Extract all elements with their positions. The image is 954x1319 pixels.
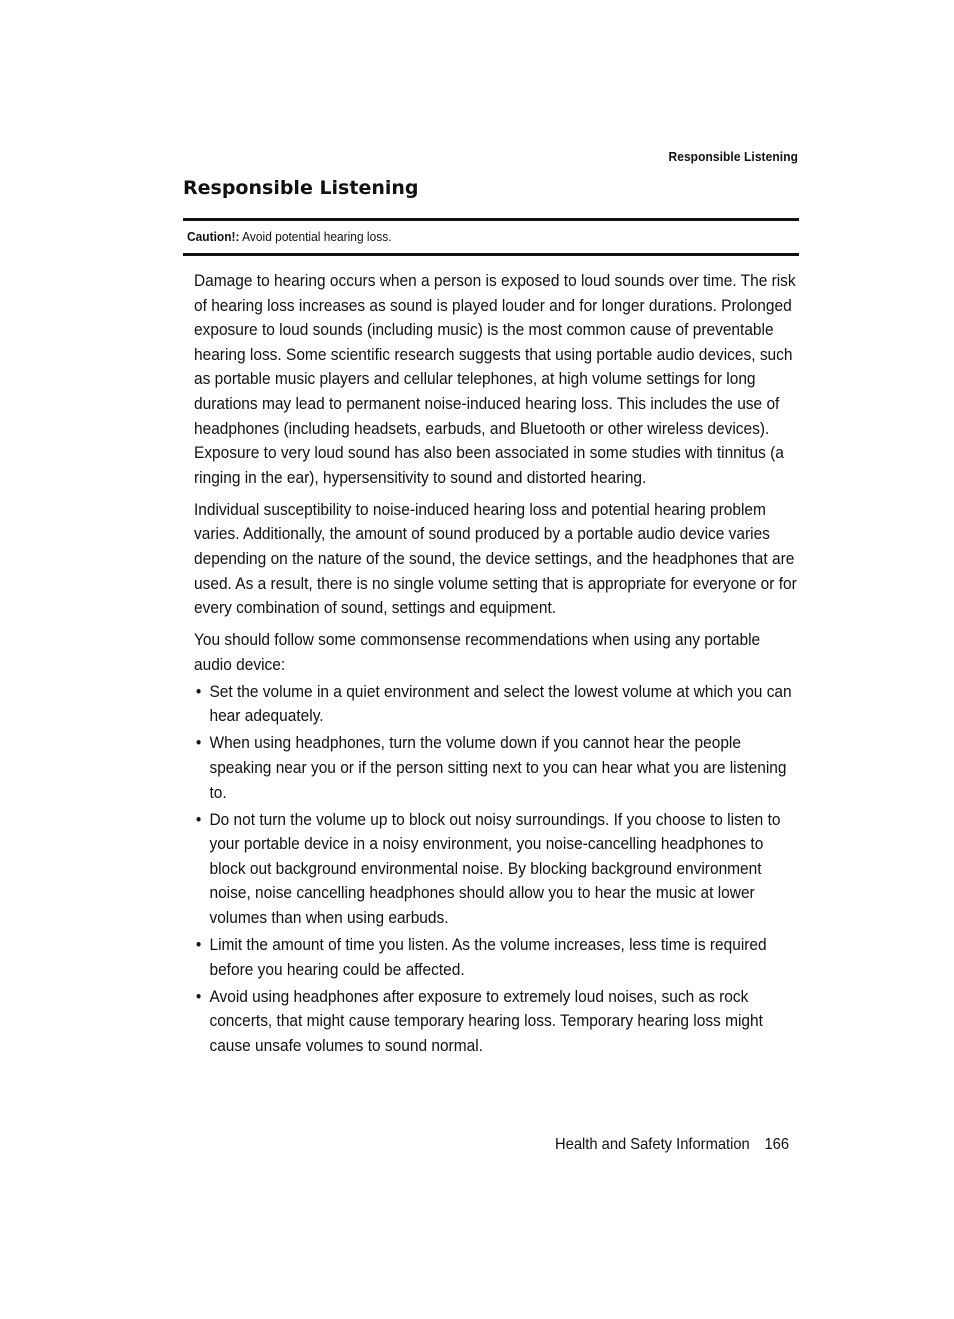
list-item-text: Avoid using headphones after exposure to extremely loud noises, such as rock concerts, that might cause temporary hearing loss. Temporary hearing loss might cause unsafe volumes to sound normal.: [209, 986, 763, 1055]
bullet-marker: •: [195, 733, 202, 753]
bullet-marker: •: [195, 681, 202, 701]
bullet-marker: •: [195, 986, 202, 1006]
caution-top-rule: [183, 218, 799, 221]
list-item: [194, 985, 799, 1059]
footer-section-name: Health and Safety Information: [555, 1136, 750, 1153]
caution-text: Avoid potential hearing loss.: [239, 229, 392, 244]
section-title: Responsible Listening: [183, 177, 419, 199]
body-text-inner: [194, 269, 799, 1058]
paragraph: You should follow some commonsense recommendations when using any portable audio device:: [194, 630, 761, 674]
list-item: [194, 808, 799, 931]
list-item: [194, 731, 799, 805]
list-item: [194, 680, 799, 729]
list-item-text: Do not turn the volume up to block out noisy surroundings. If you choose to listen to your portable device in a noisy environment, you noise-cancelling headphones to block out background environmental noise. By blocking background environment noise, noise cancelling headphones should allow you to hear the music at lower volumes than when using earbuds.: [209, 809, 781, 928]
page-number: 166: [764, 1136, 790, 1153]
running-header: Responsible Listening: [668, 149, 798, 164]
caution-label: Caution!:: [187, 229, 240, 244]
bullet-marker: •: [195, 935, 202, 954]
caution-bottom-rule: [183, 253, 799, 256]
list-item-text: Set the volume in a quiet environment and select the lowest volume at which you can hear adequately.: [209, 681, 792, 726]
caution-note: [187, 229, 392, 244]
paragraph: Individual susceptibility to noise-induced hearing loss and potential hearing problem varies. Additionally, the amount of sound produced by a portable audio device varies depending on the nature of the sound, the device settings, and the headphones that are used. As a result, there is no single volume setting that is appropriate for everyone or for every combination of sound, settings and equipment.: [194, 499, 797, 618]
list-item: [194, 933, 799, 982]
body-text: [194, 269, 799, 1061]
recommendation-list: [194, 680, 799, 1058]
paragraph: Damage to hearing occurs when a person is exposed to loud sounds over time. The risk of hearing loss increases as sound is played louder and for longer durations. Prolonged exposure to loud sounds (including music) is the most common cause of preventable hearing loss. Some scientific research suggests that using portable audio devices, such as portable music players and cellular telephones, at high volume settings for long durations may lead to permanent noise-induced hearing loss. This includes the use of headphones (including headsets, earbuds, and Bluetooth or other wireless devices). Exposure to very loud sound has also been associated in some studies with tinnitus (a ringing in the ear), hypersensitivity to sound and distorted hearing.: [194, 271, 796, 487]
list-item-text: When using headphones, turn the volume down if you cannot hear the people speaking near you or if the person sitting next to you can hear what you are listening to.: [209, 733, 787, 802]
bullet-marker: •: [195, 809, 202, 829]
page-footer: [555, 1136, 789, 1154]
list-item-text: Limit the amount of time you listen. As the volume increases, less time is required before you hearing could be affected.: [209, 935, 767, 979]
